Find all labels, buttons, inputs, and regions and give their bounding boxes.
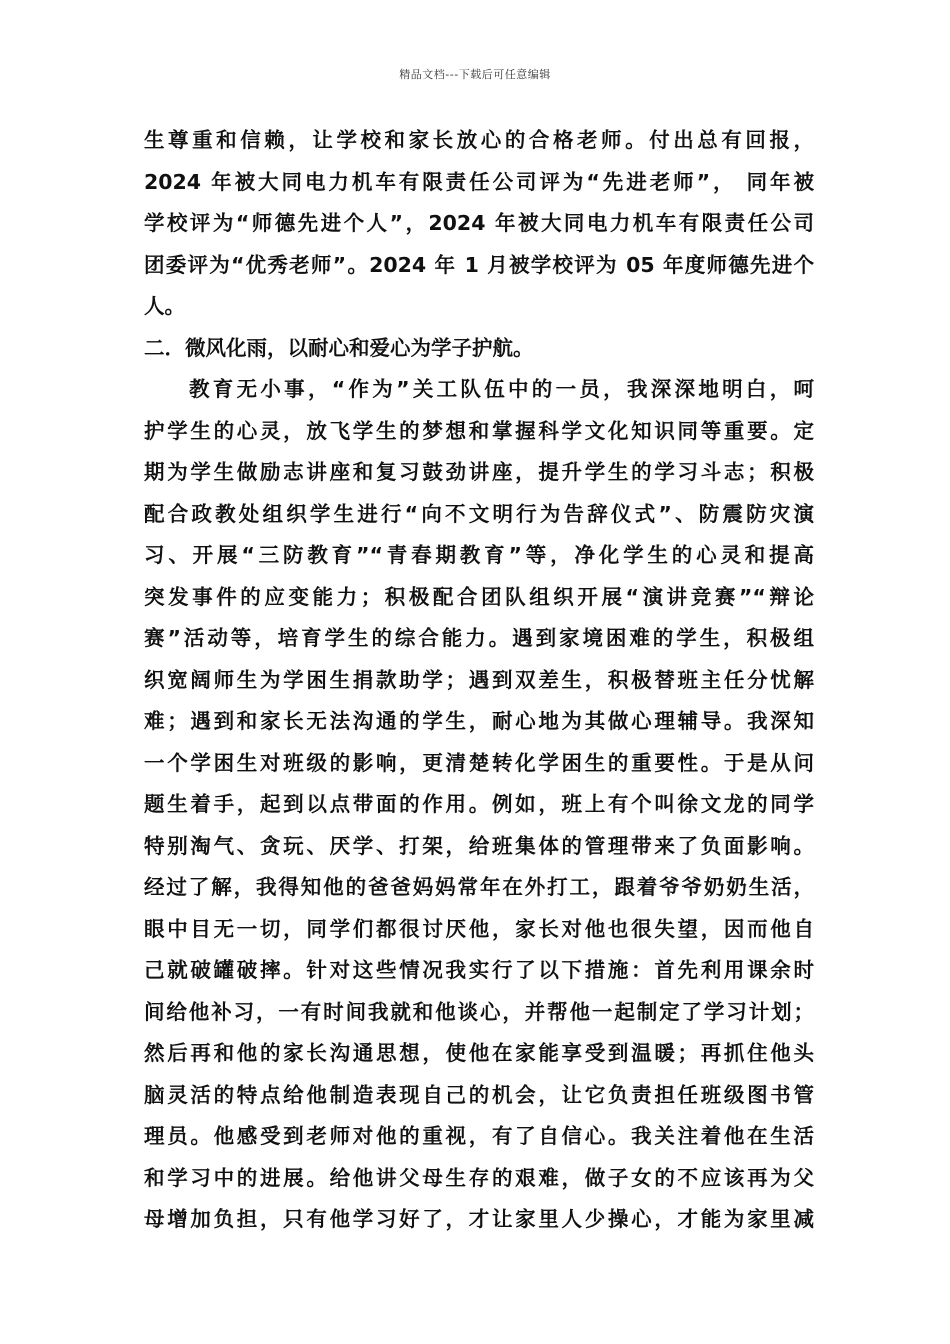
paragraph-line: 2024 年被大同电力机车有限责任公司评为“先进老师”， 同年被 xyxy=(144,169,814,194)
paragraph-line: 突发事件的应变能力；积极配合团队组织开展“演讲竞赛”“辩论 xyxy=(144,584,814,609)
paragraph-line: 己就破罐破摔。针对这些情况我实行了以下措施：首先利用课余时 xyxy=(144,958,814,982)
paragraph-line: 然后再和他的家长沟通思想，使他在家能享受到温暖；再抓住他头 xyxy=(144,1041,814,1065)
paragraph-line: 特别淘气、贪玩、厌学、打架，给班集体的管理带来了负面影响。 xyxy=(144,833,814,858)
paragraph-line: 题生着手，起到以点带面的作用。例如，班上有个叫徐文龙的同学 xyxy=(144,792,814,816)
section-heading: 二．微风化雨，以耐心和爱心为学子护航。 xyxy=(144,335,534,360)
paragraph-line: 脑灵活的特点给他制造表现自己的机会，让它负责担任班级图书管 xyxy=(144,1082,814,1107)
paragraph-line: 学校评为“师德先进个人”，2024 年被大同电力机车有限责任公司 xyxy=(144,211,814,235)
paragraph-line: 织宽阔师生为学困生捐款助学；遇到双差生，积极替班主任分忧解 xyxy=(144,667,814,692)
paragraph-line: 难；遇到和家长无法沟通的学生，耐心地为其做心理辅导。我深知 xyxy=(144,709,814,733)
paragraph-line: 配合政教处组织学生进行“向不文明行为告辞仪式”、防震防灾演 xyxy=(144,501,814,526)
paragraph-line: 人。 xyxy=(144,294,185,318)
page-header: 精品文档---下载后可任意编辑 xyxy=(399,68,551,81)
paragraph-line: 教育无小事，“作为”关工队伍中的一员，我深深地明白，呵 xyxy=(189,377,814,401)
paragraph-line: 经过了解，我得知他的爸爸妈妈常年在外打工，跟着爷爷奶奶生活， xyxy=(144,875,814,899)
paragraph-line: 间给他补习，一有时间我就和他谈心，并帮他一起制定了学习计划； xyxy=(144,999,814,1024)
paragraph-line: 护学生的心灵，放飞学生的梦想和掌握科学文化知识同等重要。定 xyxy=(144,418,814,443)
paragraph-line: 一个学困生对班级的影响，更清楚转化学困生的重要性。于是从问 xyxy=(144,750,814,775)
paragraph-line: 生尊重和信赖，让学校和家长放心的合格老师。付出总有回报， xyxy=(144,128,814,152)
paragraph-line: 和学习中的进展。给他讲父母生存的艰难，做子女的不应该再为父 xyxy=(144,1165,814,1190)
paragraph-line: 眼中目无一切，同学们都很讨厌他，家长对他也很失望，因而他自 xyxy=(144,916,814,941)
paragraph-line: 团委评为“优秀老师”。2024 年 1 月被学校评为 05 年度师德先进个 xyxy=(144,252,814,277)
paragraph-line: 理员。他感受到老师对他的重视，有了自信心。我关注着他在生活 xyxy=(144,1124,814,1148)
paragraph-line: 习、开展“三防教育”“青春期教育”等，净化学生的心灵和提高 xyxy=(144,543,814,567)
paragraph-line: 母增加负担，只有他学习好了，才让家里人少操心，才能为家里减 xyxy=(144,1207,814,1231)
document-body xyxy=(144,120,814,1241)
paragraph-line: 期为学生做励志讲座和复习鼓劲讲座，提升学生的学习斗志；积极 xyxy=(144,460,814,484)
paragraph-line: 赛”活动等，培育学生的综合能力。遇到家境困难的学生，积极组 xyxy=(144,626,814,650)
